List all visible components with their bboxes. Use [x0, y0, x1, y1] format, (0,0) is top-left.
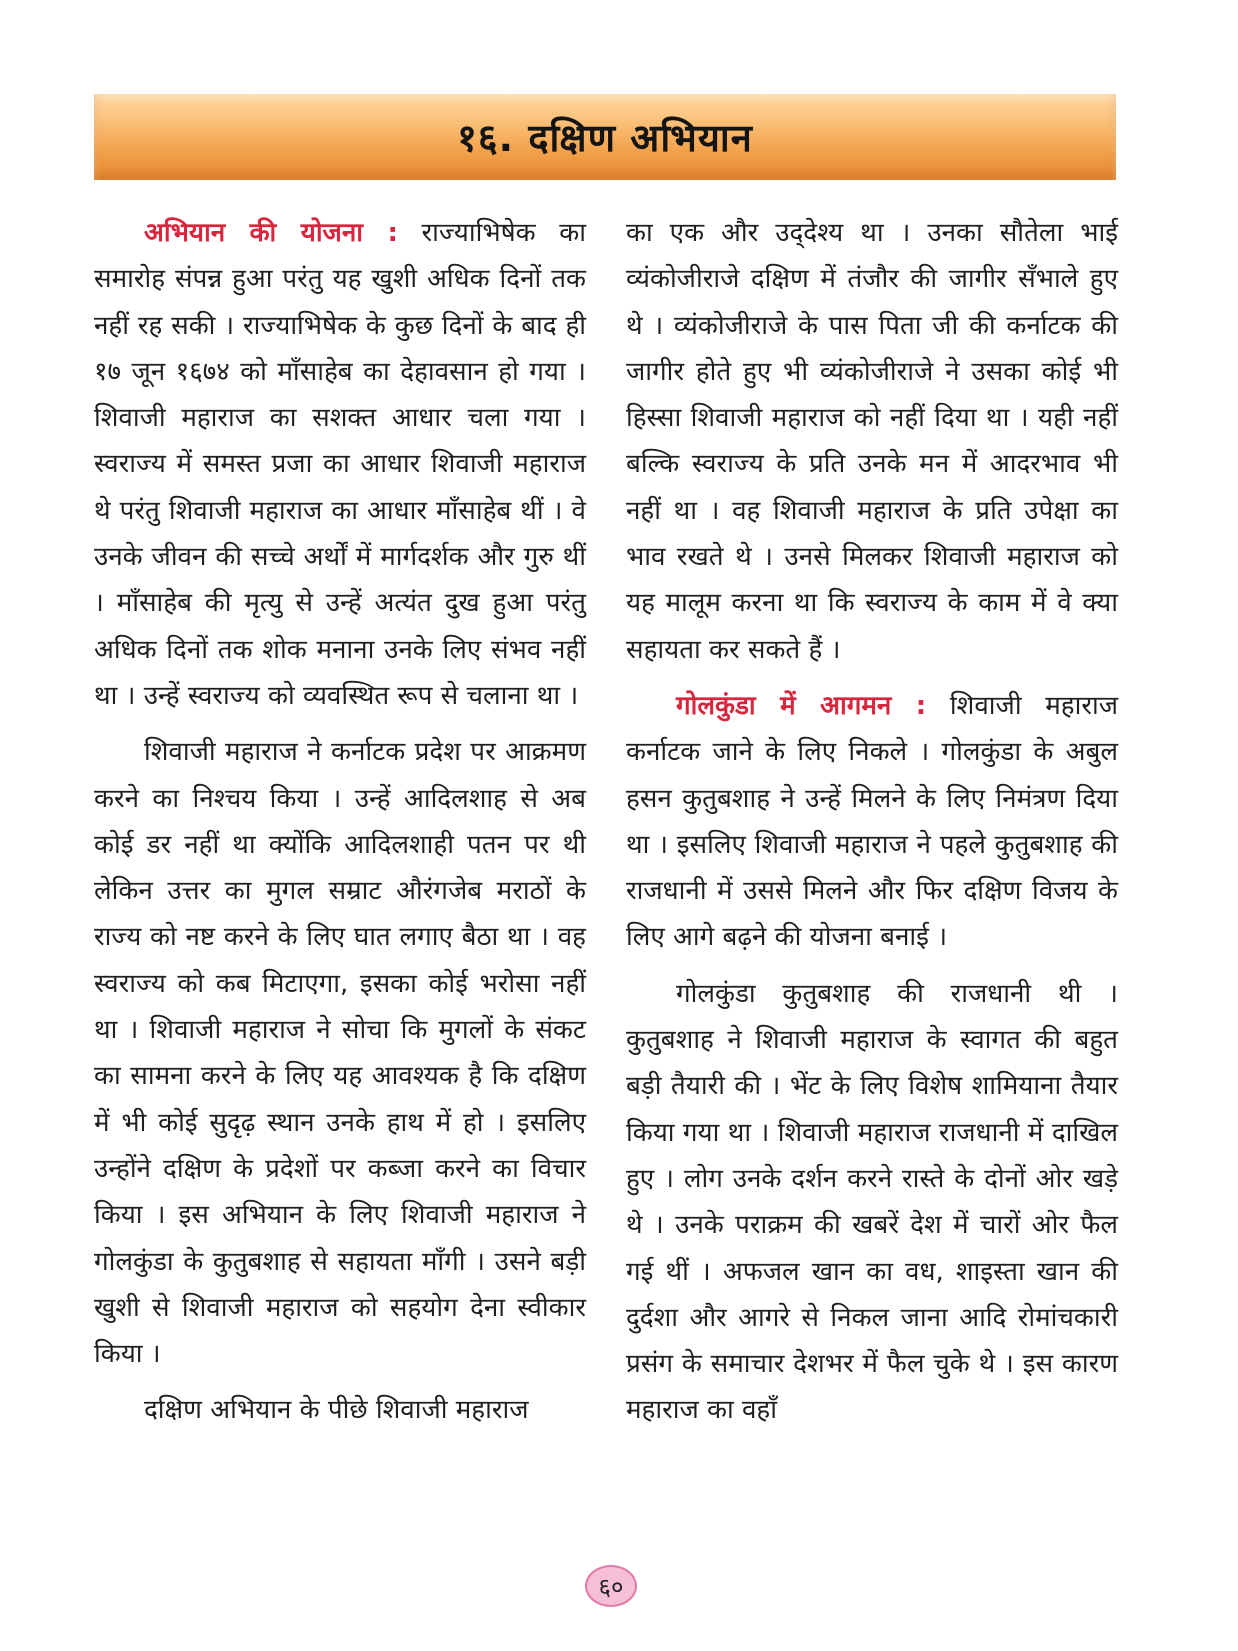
- chapter-banner: [94, 94, 1116, 180]
- right-paragraph-2-text: शिवाजी महाराज कर्नाटक जाने के लिए निकले । गोलकुंडा के अबुल हसन कुतुबशाह ने उन्हें मिलने के लिए निमंत्रण दिया था । इसलिए शिवाजी महाराज ने पहले कुतुबशाह की राजधानी में उससे मिलने और फिर दक्षिण विजय के लिए आगे बढ़ने की योजना बनाई ।: [626, 690, 1118, 953]
- chapter-title: १६. दक्षिण अभियान: [457, 116, 753, 160]
- section-heading-golkunda-me-aagaman: गोलकुंडा में आगमन :: [676, 690, 927, 721]
- right-column: [626, 210, 1118, 1444]
- left-paragraph-3: दक्षिण अभियान के पीछे शिवाजी महाराज: [144, 1395, 529, 1426]
- left-paragraph-1-text: राज्याभिषेक का समारोह संपन्न हुआ परंतु यह खुशी अधिक दिनों तक नहीं रह सकी । राज्याभिषेक के कुछ दिनों के बाद ही १७ जून १६७४ को माँसाहेब का देहावसान हो गया । शिवाजी महाराज का सशक्त आधार चला गया । स्वराज्य में समस्त प्रजा का आधार शिवाजी महाराज थे परंतु शिवाजी महाराज का आधार माँसाहेब थीं । वे उनके जीवन की सच्चे अर्थों में मार्गदर्शक और गुरु थीं । माँसाहेब की मृत्यु से उन्हें अत्यंत दुख हुआ परंतु अधिक दिनों तक शोक मनाना उनके लिए संभव नहीं था । उन्हें स्वराज्य को व्यवस्थित रूप से चलाना था ।: [94, 218, 586, 711]
- left-column: [94, 210, 586, 1444]
- right-paragraph-2: [626, 683, 1118, 961]
- right-paragraph-3: गोलकुंडा कुतुबशाह की राजधानी थी । कुतुबशाह ने शिवाजी महाराज के स्वागत की बहुत बड़ी तैयारी की । भेंट के लिए विशेष शामियाना तैयार किया गया था । शिवाजी महाराज राजधानी में दाखिल हुए । लोग उनके दर्शन करने रास्ते के दोनों ओर खड़े थे । उनके पराक्रम की खबरें देश में चारों ओर फैल गई थीं । अफजल खान का वध, शाइस्ता खान की दुर्दशा और आगरे से निकल जाना आदि रोमांचकारी प्रसंग के समाचार देशभर में फैल चुके थे । इस कारण महाराज का वहाँ: [626, 978, 1118, 1426]
- right-paragraph-1: का एक और उद्‌देश्य था । उनका सौतेला भाई व्यंकोजीराजे दक्षिण में तंजौर की जागीर सँभाले हुए थे । व्यंकोजीराजे के पास पिता जी की कर्नाटक की जागीर होते हुए भी व्यंकोजीराजे ने उसका कोई भी हिस्सा शिवाजी महाराज को नहीं दिया था । यही नहीं बल्कि स्वराज्य के प्रति उनके मन में आदरभाव भी नहीं था । वह शिवाजी महाराज के प्रति उपेक्षा का भाव रखते थे । उनसे मिलकर शिवाजी महाराज को यह मालूम करना था कि स्वराज्य के काम में वे क्या सहायता कर सकते हैं ।: [626, 218, 1118, 665]
- left-paragraph-1: [94, 210, 586, 719]
- left-paragraph-2: शिवाजी महाराज ने कर्नाटक प्रदेश पर आक्रमण करने का निश्चय किया । उन्हें आदिलशाह से अब कोई डर नहीं था क्योंकि आदिलशाही पतन पर थी लेकिन उत्तर का मुगल सम्राट औरंगजेब मराठों के राज्य को नष्ट करने के लिए घात लगाए बैठा था । वह स्वराज्य को कब मिटाएगा, इसका कोई भरोसा नहीं था । शिवाजी महाराज ने सोचा कि मुगलों के संकट का सामना करने के लिए यह आवश्यक है कि दक्षिण में भी कोई सुदृढ़ स्थान उनके हाथ में हो । इसलिए उन्होंने दक्षिण के प्रदेशों पर कब्जा करने का विचार किया । इस अभियान के लिए शिवाजी महाराज ने गोलकुंडा के कुतुबशाह से सहायता माँगी । उसने बड़ी खुशी से शिवाजी महाराज को सहयोग देना स्वीकार किया ।: [94, 737, 586, 1370]
- page-number: ६०: [585, 1565, 637, 1607]
- section-heading-abhiyan-ki-yojana: अभियान की योजना :: [144, 218, 398, 248]
